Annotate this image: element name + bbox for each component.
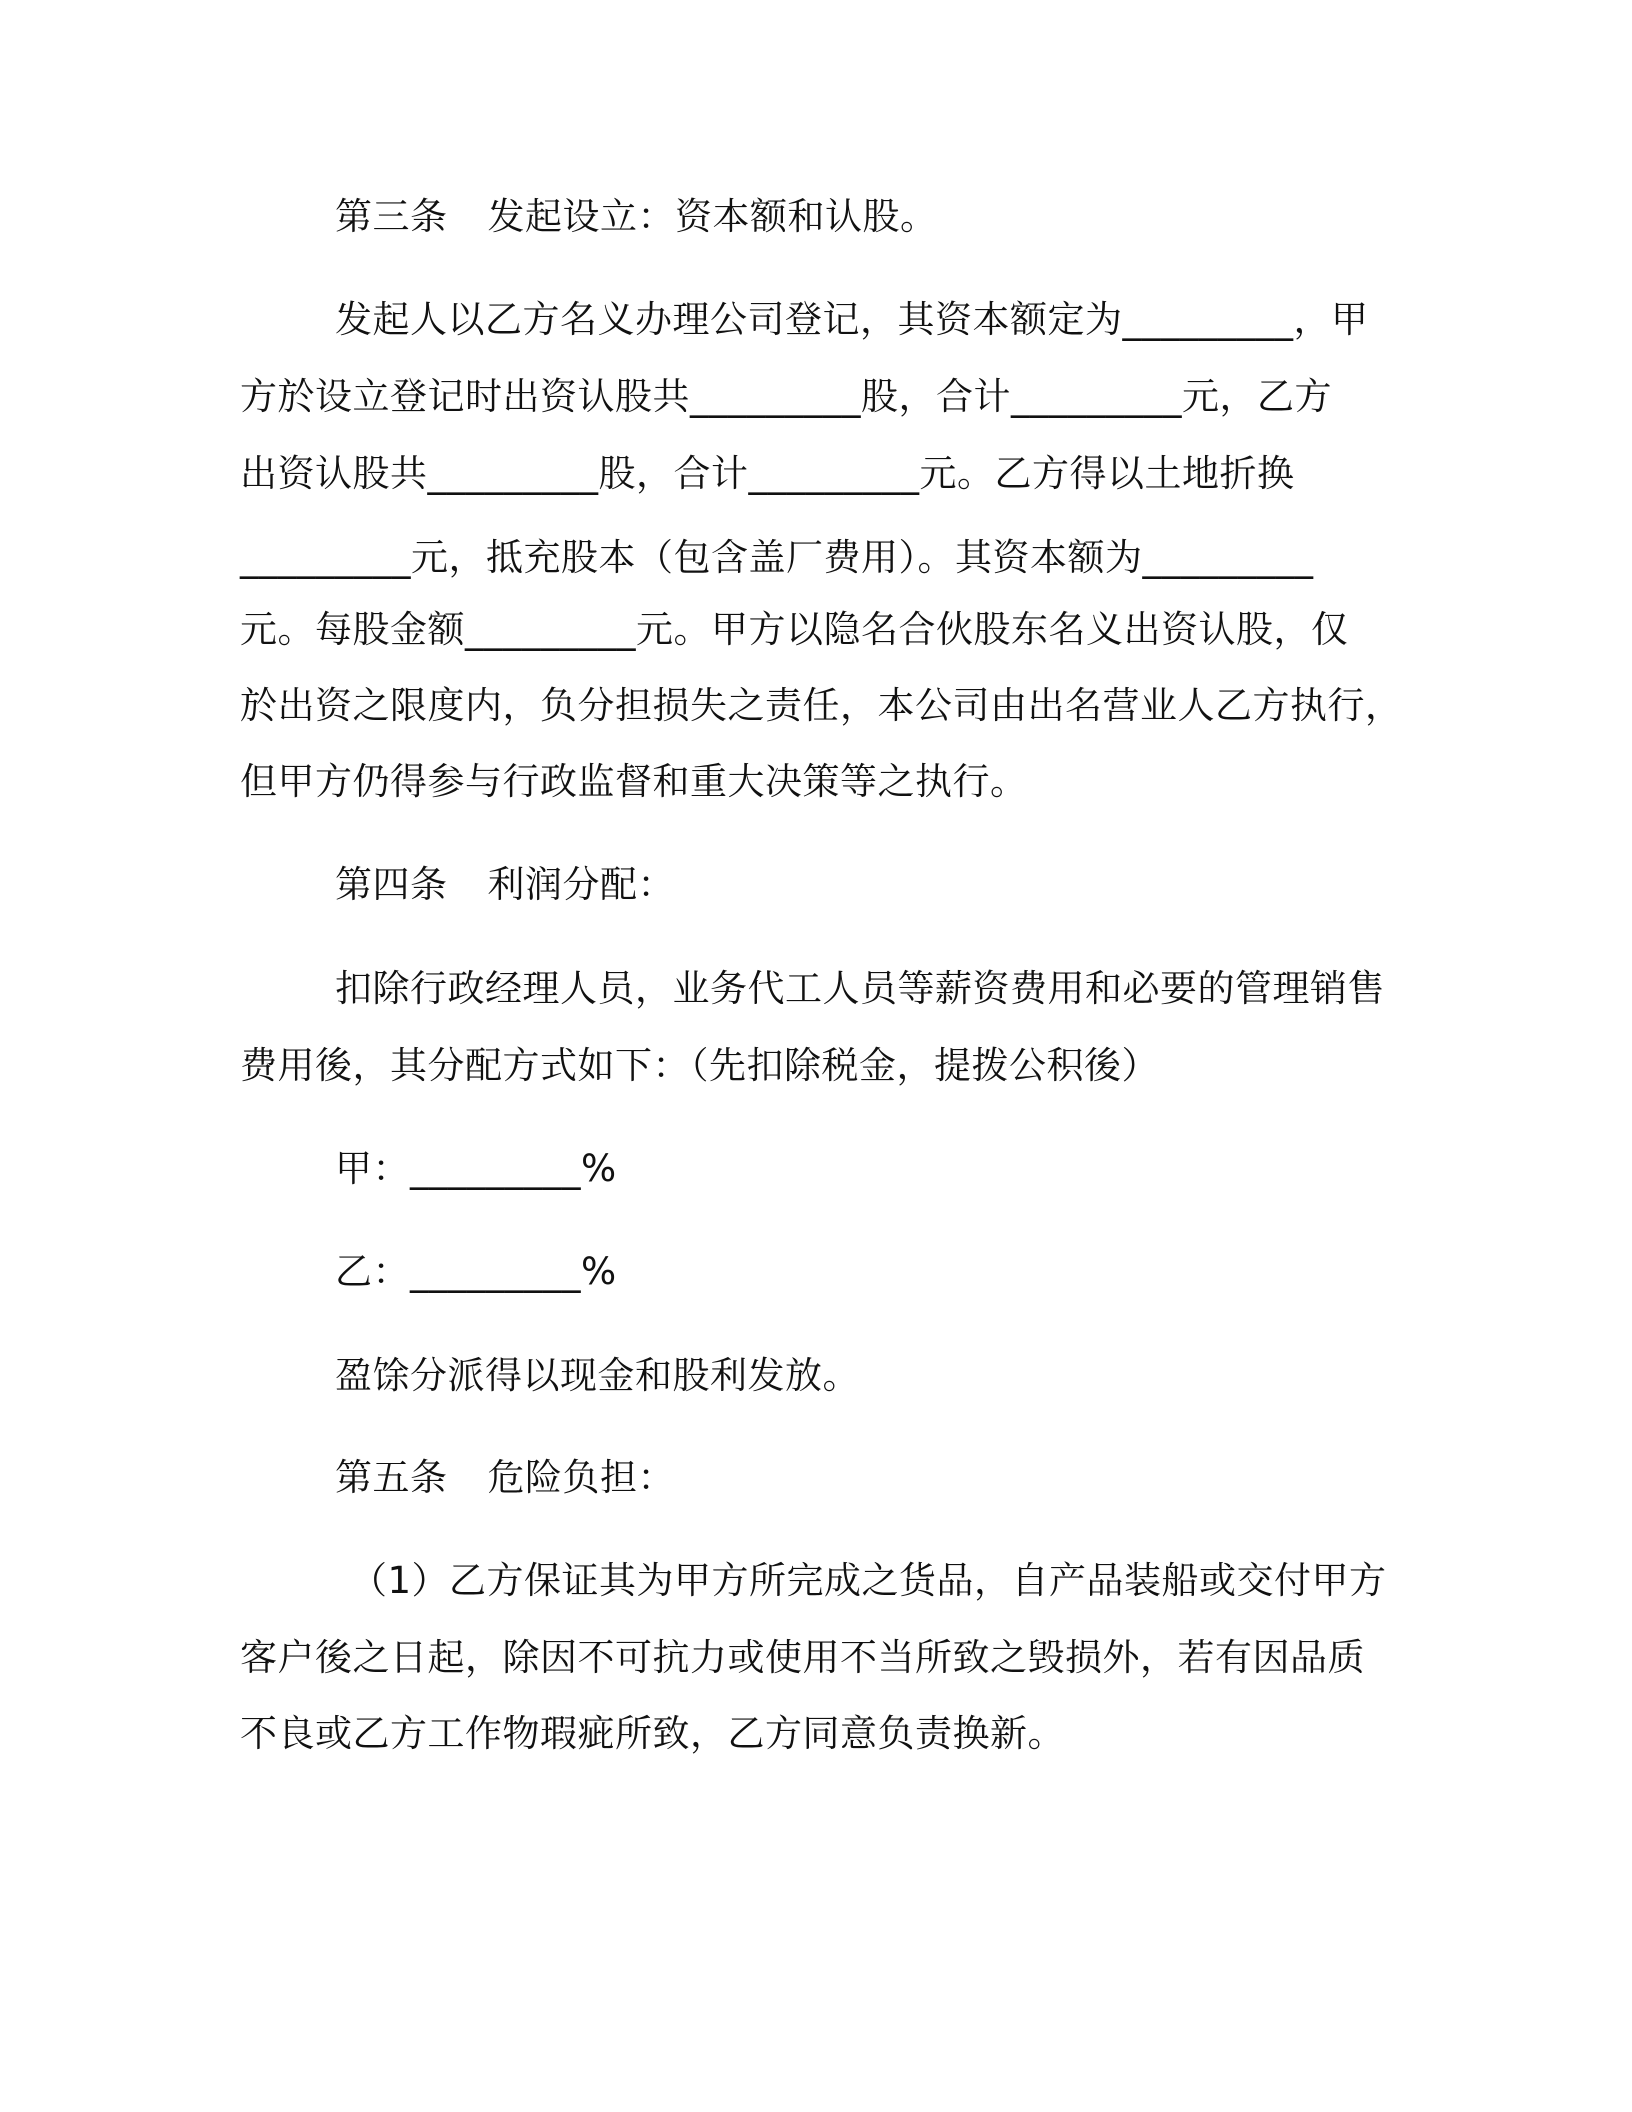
article-5-number: 第五条: [335, 1456, 448, 1499]
article-3-number: 第三条: [335, 195, 448, 238]
surplus-distribution: 盈馀分派得以现金和股利发放。: [335, 1354, 860, 1397]
article-3-line-4: _________元，抵充股本（包含盖厂费用）。其资本额为_________: [240, 536, 1314, 579]
article-5-title: 危险负担：: [487, 1456, 675, 1499]
article-4-heading: [335, 860, 675, 910]
article-4-title: 利润分配：: [487, 863, 675, 906]
article-3-line-3: 出资认股共_________股，合计_________元。乙方得以土地折换: [240, 452, 1295, 495]
party-a-share: 甲：_________%: [335, 1147, 617, 1190]
article-5-line-3: 不良或乙方工作物瑕疵所致，乙方同意负责换新。: [240, 1712, 1065, 1755]
article-3-line-6: 於出资之限度内，负分担损失之责任，本公司由出名营业人乙方执行，: [240, 684, 1403, 727]
article-5-line-2: 客户後之日起，除因不可抗力或使用不当所致之毁损外，若有因品质: [240, 1636, 1365, 1679]
article-5-line-1: （1）乙方保证其为甲方所完成之货品，自产品装船或交付甲方: [350, 1559, 1387, 1602]
article-3-line-2: 方於设立登记时出资认股共_________股，合计_________元，乙方: [240, 375, 1332, 418]
party-b-share: 乙：_________%: [335, 1250, 617, 1293]
article-3-heading: [335, 192, 938, 242]
article-3-title: 发起设立：资本额和认股。: [487, 195, 938, 238]
article-3-line-1: 发起人以乙方名义办理公司登记，其资本额定为_________，甲: [335, 298, 1369, 341]
article-4-line-2: 费用後，其分配方式如下：（先扣除税金，提拨公积後）: [240, 1044, 1159, 1087]
article-5-heading: [335, 1453, 675, 1503]
article-4-number: 第四条: [335, 863, 448, 906]
article-4-line-1: 扣除行政经理人员，业务代工人员等薪资费用和必要的管理销售: [335, 967, 1385, 1010]
article-3-line-5: 元。每股金额_________元。甲方以隐名合伙股东名义出资认股，仅: [240, 608, 1349, 651]
article-3-line-7: 但甲方仍得参与行政监督和重大决策等之执行。: [240, 760, 1028, 803]
